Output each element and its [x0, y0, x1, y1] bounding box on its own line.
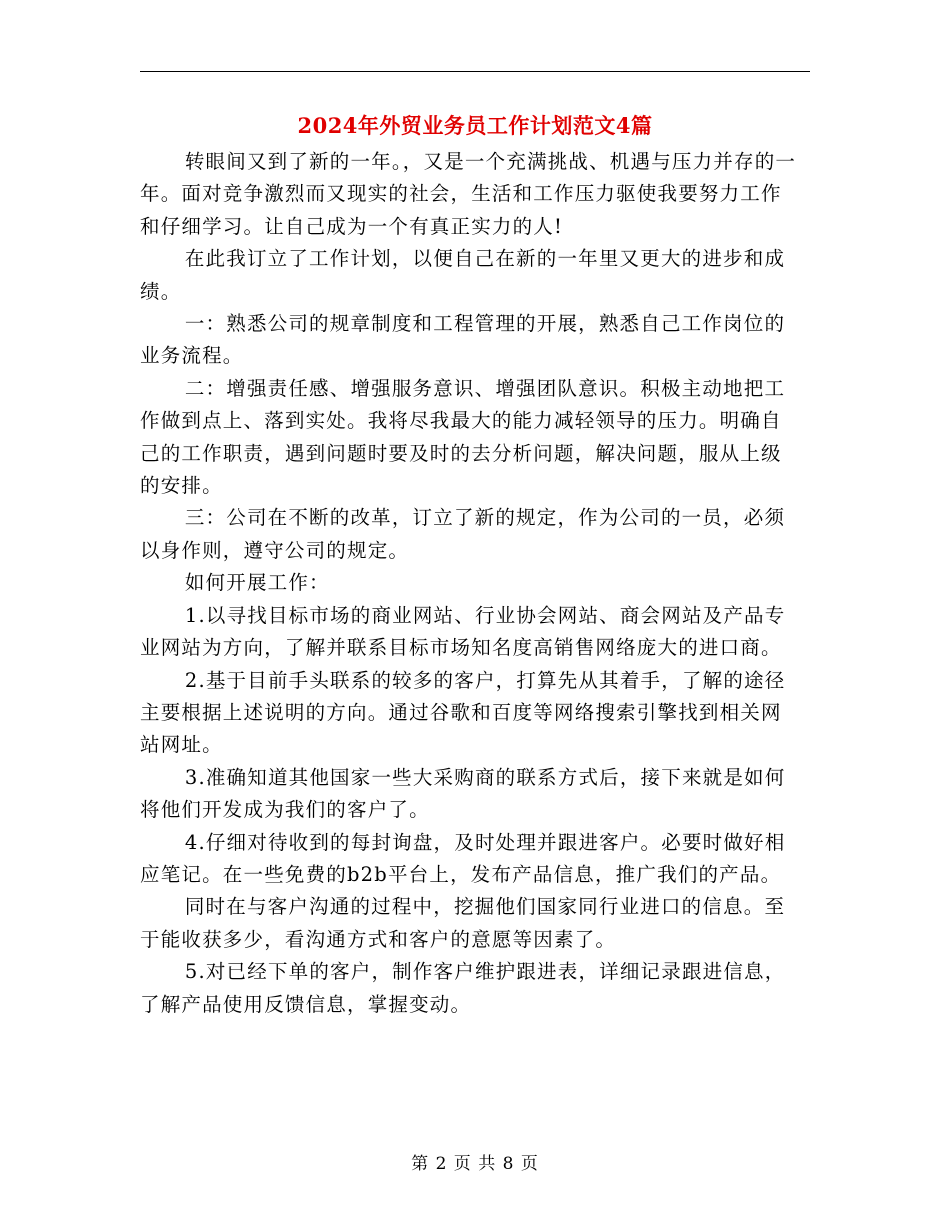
paragraph-intro: 转眼间又到了新的一年。，又是一个充满挑战、机遇与压力并存的一年。面对竞争激烈而又现实的社会，生活和工作压力驱使我要努力工作和仔细学习。让自己成为一个有真正实力的人!: [140, 150, 797, 238]
paragraph-point-three: 三：公司在不断的改革，订立了新的规定，作为公司的一员，必须以身作则，遵守公司的规定。: [140, 506, 786, 562]
paragraph-item-4: 4.仔细对待收到的每封询盘，及时处理并跟进客户。必要时做好相应笔记。在一些免费的b2b平台上，发布产品信息，推广我们的产品。: [140, 830, 786, 886]
page-number: 第 2 页 共 8 页: [411, 1154, 539, 1174]
document-title: 2024年外贸业务员工作计划范文4篇: [297, 113, 653, 138]
paragraph-point-one: 一：熟悉公司的规章制度和工程管理的开展，熟悉自己工作岗位的业务流程。: [140, 312, 786, 368]
document-body: [140, 146, 798, 1021]
paragraph-item-5: 5.对已经下单的客户，制作客户维护跟进表，详细记录跟进信息，了解产品使用反馈信息，掌握变动。: [140, 960, 786, 1016]
paragraph-how-to-work: 如何开展工作：: [184, 571, 330, 595]
paragraph-point-two: 二：增强责任感、增强服务意识、增强团队意识。积极主动地把工作做到点上、落到实处。我将尽我最大的能力减轻领导的压力。明确自己的工作职责，遇到问题时要及时的去分析问题，解决问题，服从上级的安排。: [140, 376, 786, 498]
header-rule: [140, 71, 810, 72]
paragraph-item-1: 1.以寻找目标市场的商业网站、行业协会网站、商会网站及产品专业网站为方向，了解并联系目标市场知名度高销售网络庞大的进口商。: [140, 603, 786, 660]
paragraph-communication: 同时在与客户沟通的过程中，挖掘他们国家同行业进口的信息。至于能收获多少，看沟通方式和客户的意愿等因素了。: [140, 895, 786, 951]
paragraph-plan: 在此我订立了工作计划，以便自己在新的一年里又更大的进步和成绩。: [140, 247, 786, 303]
paragraph-item-2: 2.基于目前手头联系的较多的客户，打算先从其着手，了解的途径主要根据上述说明的方向。通过谷歌和百度等网络搜索引擎找到相关网站网址。: [140, 668, 786, 757]
paragraph-item-3: 3.准确知道其他国家一些大采购商的联系方式后，接下来就是如何将他们开发成为我们的客户了。: [140, 765, 786, 822]
